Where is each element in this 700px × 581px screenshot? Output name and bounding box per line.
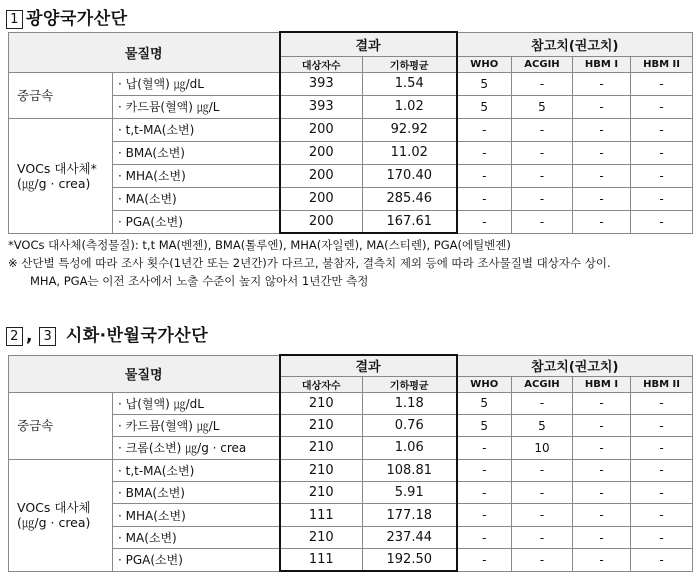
- hbm2-col-header: HBM II: [631, 376, 693, 392]
- hbm1-value: -: [573, 141, 631, 164]
- who-value: -: [457, 437, 512, 459]
- reference-header: 참고치(권고치): [457, 355, 693, 376]
- substance-name: · 크롬(소변) ㎍/g · crea: [113, 437, 280, 459]
- geometric-mean: 92.92: [363, 118, 457, 141]
- result-header: 결과: [280, 355, 457, 376]
- group-name: VOCs 대사체* (㎍/g · crea): [9, 118, 113, 233]
- hbm2-value: -: [631, 549, 693, 571]
- substance-name: · MHA(소변): [113, 164, 280, 187]
- who-value: -: [457, 504, 512, 526]
- acgih-value: -: [512, 164, 573, 187]
- geometric-mean: 170.40: [363, 164, 457, 187]
- hbm1-value: -: [573, 459, 631, 481]
- note-sample-size: ※ 산단별 특성에 따라 조사 횟수(1년간 또는 2년간)가 다르고, 불참자, 결측치 제외 등에 따라 조사물질별 대상자수 상이.: [8, 256, 611, 270]
- who-value: -: [457, 210, 512, 233]
- hbm2-value: -: [631, 482, 693, 504]
- geometric-mean: 0.76: [363, 414, 457, 436]
- subject-count: 210: [280, 482, 363, 504]
- acgih-value: -: [512, 141, 573, 164]
- table-row: [9, 392, 693, 414]
- subject-count: 393: [280, 95, 363, 118]
- who-value: -: [457, 118, 512, 141]
- acgih-value: -: [512, 72, 573, 95]
- section-2-title-text: 시화·반월국가산단: [65, 326, 209, 346]
- substance-name: · 납(혈액) ㎍/dL: [113, 72, 280, 95]
- who-col-header: WHO: [457, 56, 512, 72]
- acgih-value: 5: [512, 414, 573, 436]
- acgih-value: -: [512, 210, 573, 233]
- hbm2-value: -: [631, 210, 693, 233]
- hbm2-value: -: [631, 459, 693, 481]
- hbm1-value: -: [573, 392, 631, 414]
- hbm2-value: -: [631, 392, 693, 414]
- subject-count: 200: [280, 210, 363, 233]
- geomean-col-header: 기하평균: [363, 56, 457, 72]
- hbm2-value: -: [631, 164, 693, 187]
- material-header: 물질명: [9, 32, 280, 72]
- acgih-value: -: [512, 459, 573, 481]
- acgih-value: -: [512, 482, 573, 504]
- substance-name: · 카드뮴(혈액) ㎍/L: [113, 95, 280, 118]
- hbm2-value: -: [631, 118, 693, 141]
- acgih-value: -: [512, 504, 573, 526]
- table-sihwa-banwol: [8, 354, 693, 572]
- section-2-title: [6, 321, 208, 346]
- section-2-separator: ,: [26, 326, 33, 346]
- geometric-mean: 177.18: [363, 504, 457, 526]
- geometric-mean: 167.61: [363, 210, 457, 233]
- hbm2-col-header: HBM II: [631, 56, 693, 72]
- hbm1-value: -: [573, 549, 631, 571]
- subject-count: 210: [280, 459, 363, 481]
- acgih-value: 10: [512, 437, 573, 459]
- subject-count: 200: [280, 118, 363, 141]
- subject-count: 210: [280, 392, 363, 414]
- geometric-mean: 1.06: [363, 437, 457, 459]
- substance-name: · t,t-MA(소변): [113, 459, 280, 481]
- hbm2-value: -: [631, 95, 693, 118]
- hbm1-value: -: [573, 95, 631, 118]
- section-2-number: 2: [6, 327, 23, 346]
- hbm2-value: -: [631, 526, 693, 548]
- who-value: -: [457, 459, 512, 481]
- hbm1-value: -: [573, 72, 631, 95]
- hbm2-value: -: [631, 437, 693, 459]
- who-value: 5: [457, 414, 512, 436]
- who-value: -: [457, 549, 512, 571]
- substance-name: · 납(혈액) ㎍/dL: [113, 392, 280, 414]
- hbm2-value: -: [631, 414, 693, 436]
- who-value: -: [457, 164, 512, 187]
- who-value: 5: [457, 95, 512, 118]
- hbm1-value: -: [573, 414, 631, 436]
- hbm1-value: -: [573, 164, 631, 187]
- who-value: -: [457, 482, 512, 504]
- substance-name: · PGA(소변): [113, 549, 280, 571]
- table-row: [9, 118, 693, 141]
- hbm1-value: -: [573, 187, 631, 210]
- header-row: [9, 355, 693, 376]
- subject-count: 210: [280, 437, 363, 459]
- subject-count: 210: [280, 414, 363, 436]
- section-1-title-text: 광양국가산단: [26, 9, 128, 29]
- hbm1-value: -: [573, 118, 631, 141]
- geometric-mean: 1.02: [363, 95, 457, 118]
- geomean-col-header: 기하평균: [363, 376, 457, 392]
- geometric-mean: 192.50: [363, 549, 457, 571]
- who-value: -: [457, 526, 512, 548]
- section-3-number: 3: [39, 327, 56, 346]
- hbm1-value: -: [573, 482, 631, 504]
- substance-name: · BMA(소변): [113, 141, 280, 164]
- hbm2-value: -: [631, 504, 693, 526]
- subject-count: 200: [280, 187, 363, 210]
- table-sihwa-banwol-body: [9, 355, 693, 571]
- who-value: 5: [457, 72, 512, 95]
- group-name: 중금속: [9, 392, 113, 459]
- note-measurement-period: MHA, PGA는 이전 조사에서 노출 수준이 높지 않아서 1년간만 측정: [30, 274, 369, 288]
- acgih-value: 5: [512, 95, 573, 118]
- substance-name: · BMA(소변): [113, 482, 280, 504]
- acgih-value: -: [512, 526, 573, 548]
- hbm1-value: -: [573, 437, 631, 459]
- table-notes: [8, 236, 611, 290]
- geometric-mean: 1.54: [363, 72, 457, 95]
- substance-name: · MA(소변): [113, 526, 280, 548]
- subject-count: 200: [280, 164, 363, 187]
- hbm1-value: -: [573, 210, 631, 233]
- acgih-col-header: ACGIH: [512, 56, 573, 72]
- acgih-value: -: [512, 118, 573, 141]
- subject-count: 200: [280, 141, 363, 164]
- subjects-col-header: 대상자수: [280, 56, 363, 72]
- substance-name: · PGA(소변): [113, 210, 280, 233]
- acgih-col-header: ACGIH: [512, 376, 573, 392]
- section-1-title: [6, 4, 128, 29]
- note-vocs-definition: *VOCs 대사체(측정물질): t,t MA(벤젠), BMA(톨루엔), MHA(자일렌), MA(스티렌), PGA(에틸벤젠): [8, 238, 511, 252]
- hbm2-value: -: [631, 72, 693, 95]
- table-gwangyang-body: [9, 32, 693, 233]
- group-name: VOCs 대사체 (㎍/g · crea): [9, 459, 113, 571]
- geometric-mean: 1.18: [363, 392, 457, 414]
- substance-name: · MA(소변): [113, 187, 280, 210]
- section-1-number: 1: [6, 10, 23, 29]
- subjects-col-header: 대상자수: [280, 376, 363, 392]
- who-value: 5: [457, 392, 512, 414]
- acgih-value: -: [512, 187, 573, 210]
- geometric-mean: 5.91: [363, 482, 457, 504]
- subject-count: 111: [280, 549, 363, 571]
- subject-count: 111: [280, 504, 363, 526]
- material-header: 물질명: [9, 355, 280, 392]
- reference-header: 참고치(권고치): [457, 32, 693, 56]
- hbm1-col-header: HBM I: [573, 56, 631, 72]
- header-row: [9, 32, 693, 56]
- table-row: [9, 459, 693, 481]
- table-row: [9, 72, 693, 95]
- hbm2-value: -: [631, 187, 693, 210]
- hbm1-value: -: [573, 526, 631, 548]
- substance-name: · t,t-MA(소변): [113, 118, 280, 141]
- table-gwangyang: [8, 31, 693, 234]
- geometric-mean: 108.81: [363, 459, 457, 481]
- group-name: 중금속: [9, 72, 113, 118]
- substance-name: · 카드뮴(혈액) ㎍/L: [113, 414, 280, 436]
- hbm1-col-header: HBM I: [573, 376, 631, 392]
- substance-name: · MHA(소변): [113, 504, 280, 526]
- subject-count: 393: [280, 72, 363, 95]
- who-col-header: WHO: [457, 376, 512, 392]
- geometric-mean: 11.02: [363, 141, 457, 164]
- who-value: -: [457, 141, 512, 164]
- result-header: 결과: [280, 32, 457, 56]
- hbm2-value: -: [631, 141, 693, 164]
- geometric-mean: 237.44: [363, 526, 457, 548]
- hbm1-value: -: [573, 504, 631, 526]
- who-value: -: [457, 187, 512, 210]
- geometric-mean: 285.46: [363, 187, 457, 210]
- acgih-value: -: [512, 549, 573, 571]
- subject-count: 210: [280, 526, 363, 548]
- acgih-value: -: [512, 392, 573, 414]
